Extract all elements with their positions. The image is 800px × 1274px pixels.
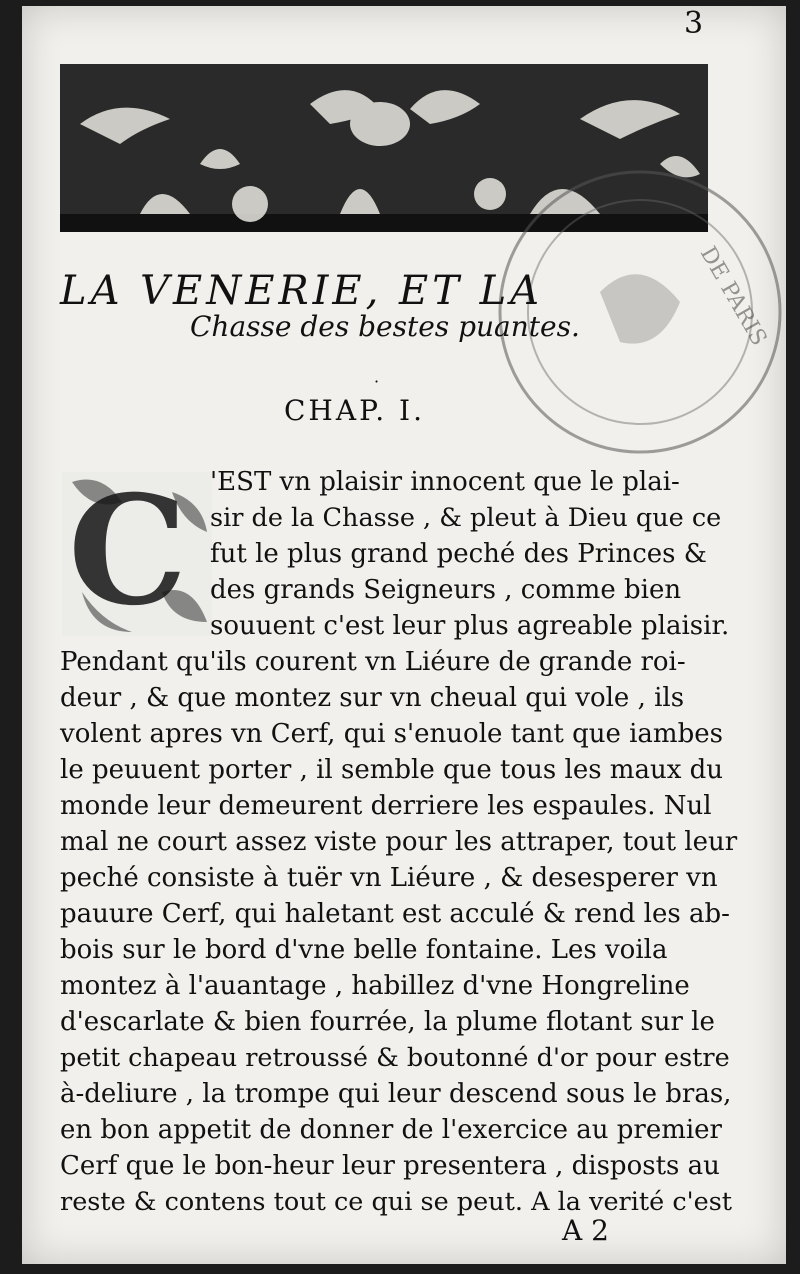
text-line: Cerf que le bon-heur leur presentera , disposts au (60, 1151, 720, 1181)
text-line: reste & contens tout ce qui se peut. A la verité c'est (60, 1187, 733, 1217)
text-line: mal ne court assez viste pour les attraper, tout leur (60, 827, 738, 857)
text-line: pauure Cerf, qui haletant est acculé & rend les ab- (60, 899, 730, 929)
text-line: fut le plus grand peché des Princes & (210, 539, 707, 569)
text-line: montez à l'auantage , habillez d'vne Hongreline (60, 971, 690, 1001)
book-page (22, 6, 786, 1264)
text-line: deur , & que montez sur vn cheual qui vole , ils (60, 683, 685, 713)
ornament-dot: · (374, 372, 380, 391)
text-line: petit chapeau retroussé & boutonné d'or pour estre (60, 1043, 730, 1073)
signature-mark: A 2 (562, 1214, 609, 1247)
text-line: en bon appetit de donner de l'exercice au premier (60, 1115, 722, 1145)
text-line: souuent c'est leur plus agreable plaisir. (210, 611, 730, 641)
text-line: volent apres vn Cerf, qui s'enuole tant que iambes (60, 719, 723, 749)
stamp-text: DE PARIS (694, 242, 772, 351)
text-line: des grands Seigneurs , comme bien (210, 575, 682, 605)
text-line: d'escarlate & bien fourrée, la plume flotant sur le (60, 1007, 715, 1037)
text-line: sir de la Chasse , & pleut à Dieu que ce (210, 503, 722, 533)
chapter-heading: CHAP. I. (284, 394, 425, 427)
page-title: LA VENERIE, ET LA (60, 268, 544, 314)
page-number: 3 (684, 6, 704, 41)
text-line: bois sur le bord d'vne belle fontaine. Les voila (60, 935, 668, 965)
text-line: 'EST vn plaisir innocent que le plai- (210, 467, 680, 497)
page-subtitle: Chasse des bestes puantes. (190, 310, 580, 343)
text-line: à-deliure , la trompe qui leur descend sous le bras, (60, 1079, 732, 1109)
text-line: peché consiste à tuër vn Liéure , & desesperer vn (60, 863, 718, 893)
drop-cap-letter: C (68, 463, 188, 639)
text-line: le peuuent porter , il semble que tous les maux du (60, 755, 724, 785)
text-line: Pendant qu'ils courent vn Liéure de grande roi- (60, 647, 686, 677)
text-line: monde leur demeurent derriere les espaules. Nul (60, 791, 712, 821)
